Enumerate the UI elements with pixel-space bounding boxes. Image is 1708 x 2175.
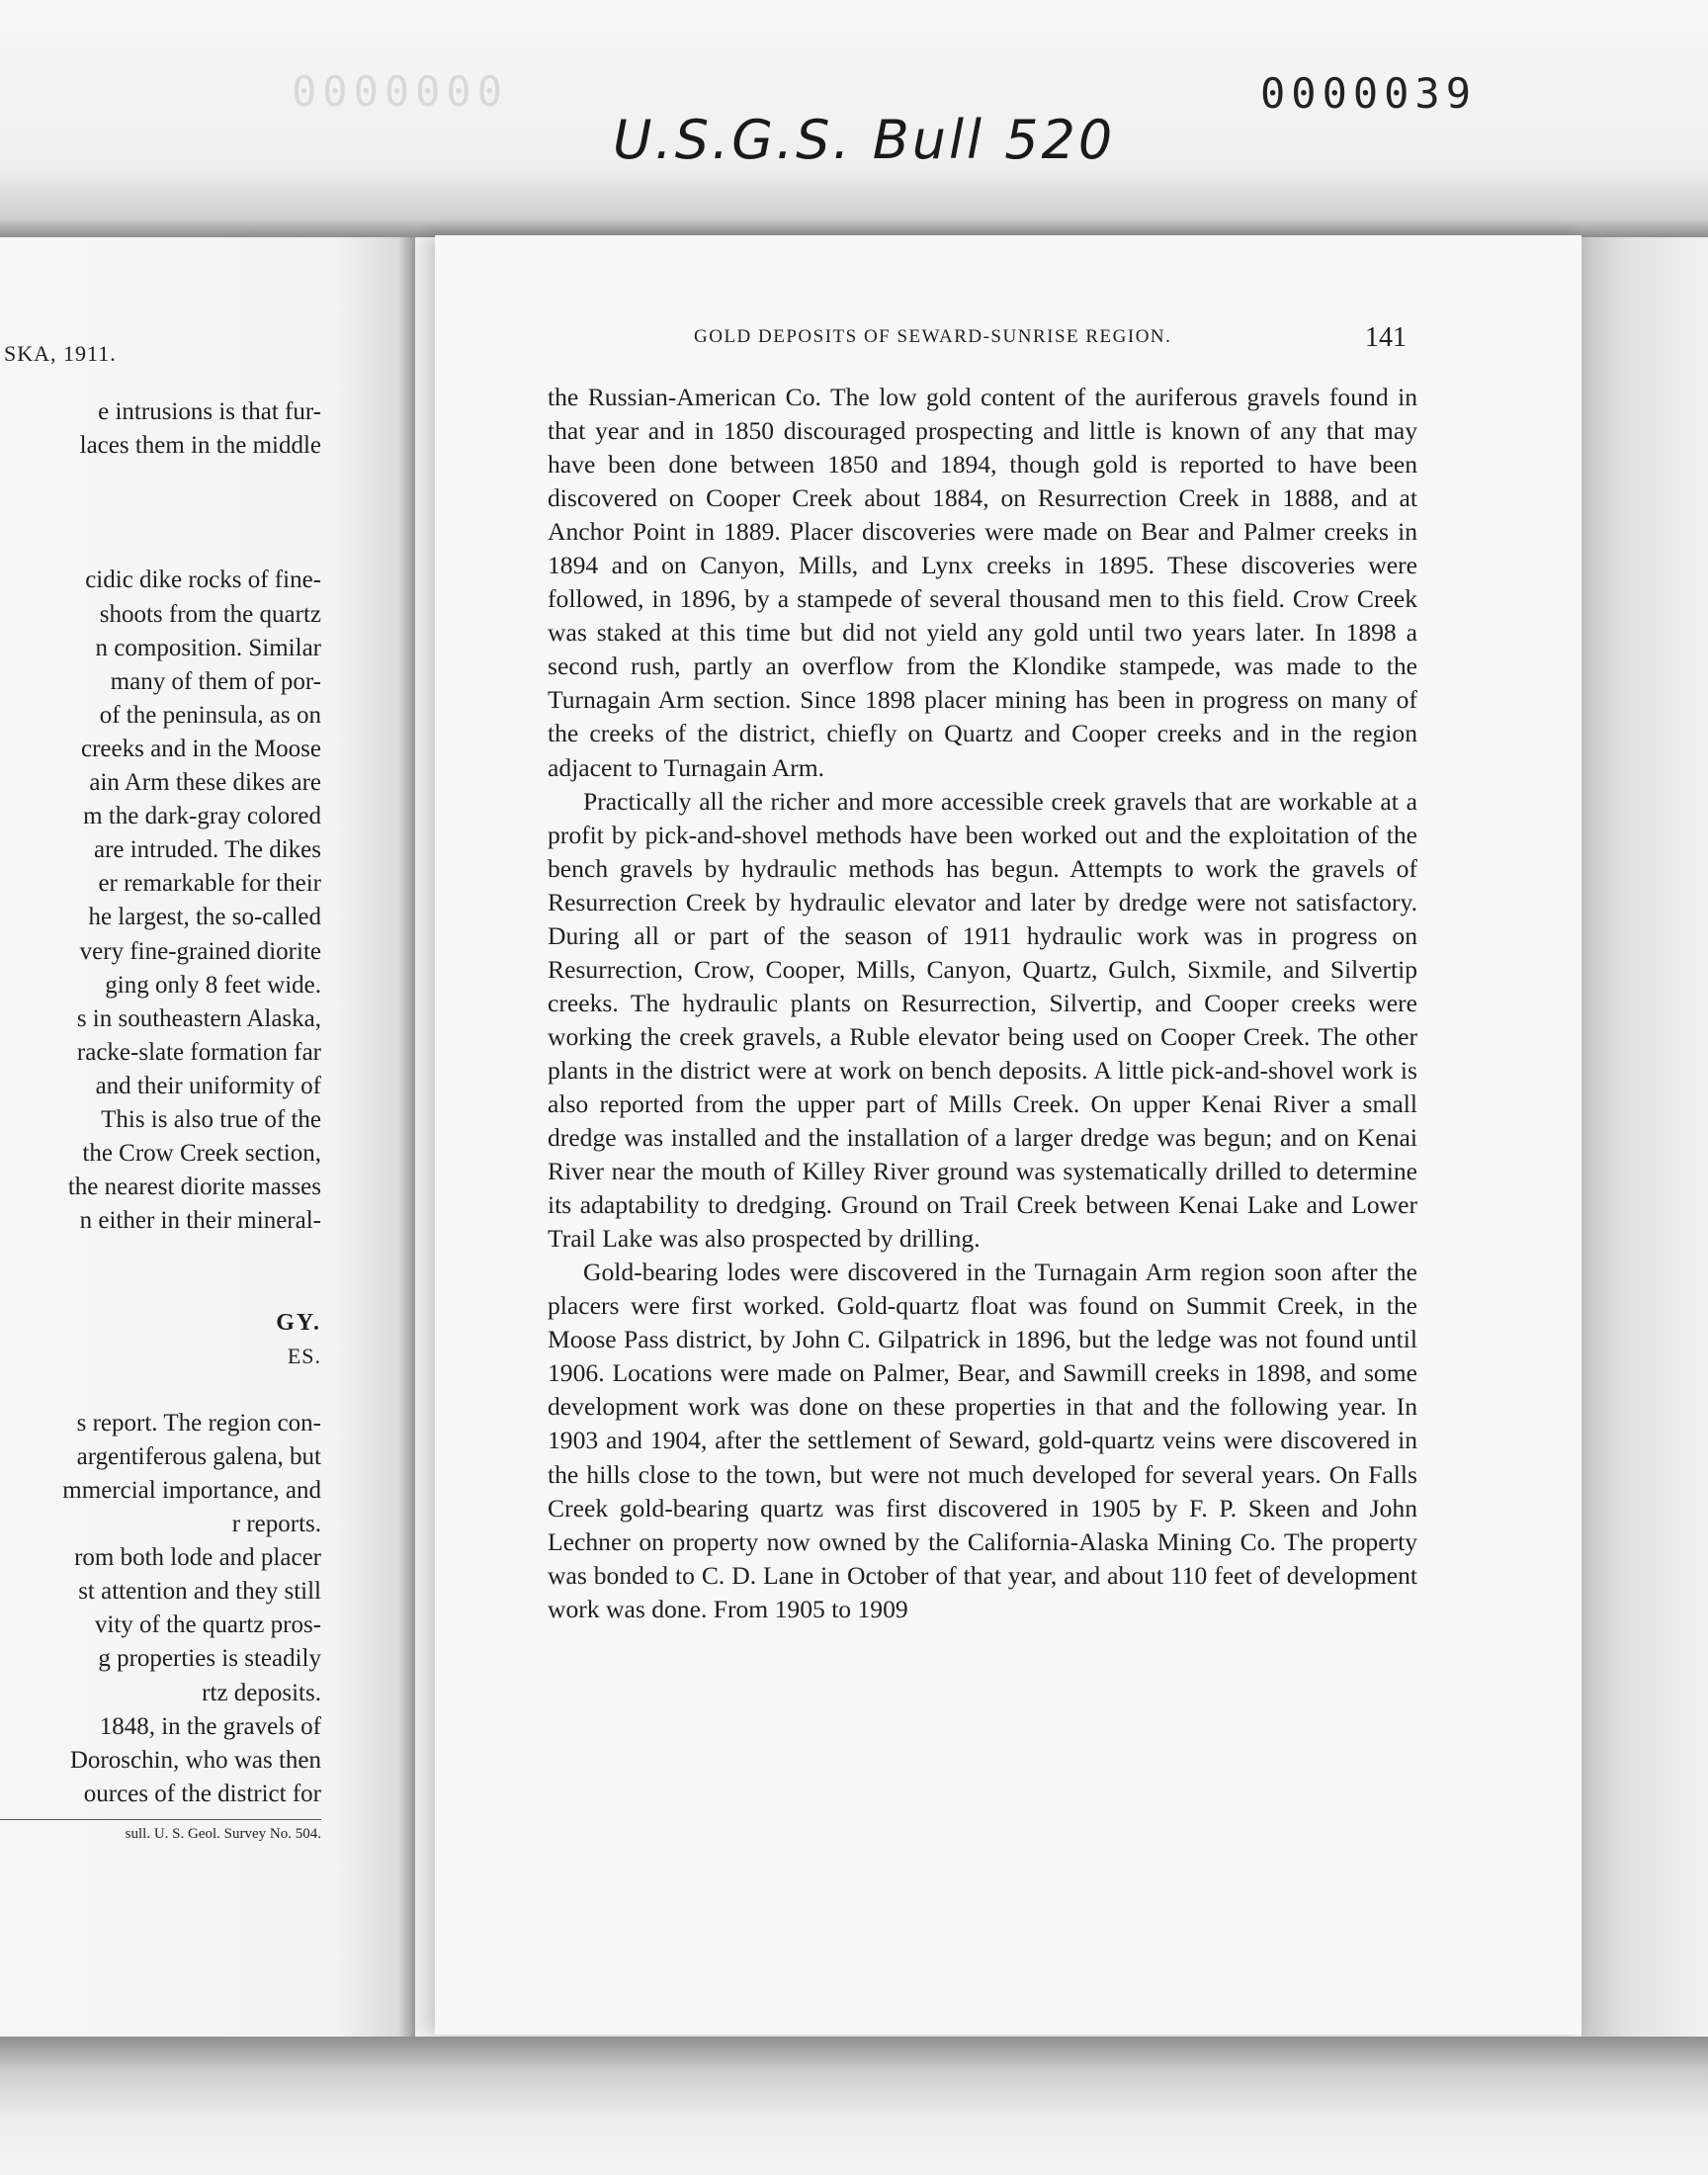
left-facing-page [0,237,415,2037]
left-page-line: shoots from the quartz [99,600,321,628]
left-page-line: e intrusions is that fur- [98,398,321,425]
running-head: GOLD DEPOSITS OF SEWARD-SUNRISE REGION. [694,326,1172,347]
left-page-line: 1848, in the gravels of [99,1712,321,1740]
left-page-line: Doroschin, who was then [69,1746,321,1774]
left-page-line: n either in their mineral- [79,1207,321,1235]
faint-stamp: 0000000 [292,67,509,116]
left-page-line: r reports. [231,1511,321,1538]
left-page-line [0,530,321,564]
left-page-line: This is also true of the [101,1105,321,1133]
left-page-line: laces them in the middle [79,432,321,460]
left-page-line: very fine-grained diorite [79,937,321,965]
left-page-line: ES. [287,1343,321,1368]
left-page-line [0,1238,321,1271]
left-page-line: ging only 8 feet wide. [105,971,321,999]
left-page-line [0,496,321,530]
left-page-line: many of them of por- [110,667,321,695]
left-page-line: s in southeastern Alaska, [76,1004,321,1032]
left-page-line: the nearest diorite masses [67,1174,321,1201]
left-page-line: n composition. Similar [95,634,321,661]
left-page-line: er remarkable for their [98,870,321,898]
left-page-line: ain Arm these dikes are [89,769,321,797]
left-page-line [0,1271,321,1305]
stamp-number: 0000039 [1260,69,1478,118]
left-page-line: GY. [276,1309,321,1336]
paragraph: the Russian-American Co. The low gold content of the auriferous gravels found in that year and in 1850 discouraged prospecting and little is known of any that may have been done between 1850 and 1894, though gold is reported to have been discovered on Cooper Creek about 1884, on Resurrection Creek in 1888, and at Anchor Point in 1889. Placer discoveries were made on Bear and Palmer creeks in 1894 and on Canyon, Mills, and Lynx creeks in 1895. These discoveries were followed, in 1896, by a stampede of several thousand men to this field. Crow Creek was staked at this time but did not yield any gold until two years later. In 1898 a second rush, partly an overflow from the Klondike stampede, was made to the Turnagain Arm section. Since 1898 placer mining has been in progress on many of the creeks of the district, chiefly on Quartz and Cooper creeks and in the region adjacent to Turnagain Arm. [548,383,1417,782]
left-page-line: are intruded. The dikes [93,836,321,864]
handwritten-note: U.S.G.S. Bull 520 [613,109,1116,171]
left-page-text [0,395,321,1811]
left-page-line: g properties is steadily [98,1645,321,1673]
left-page-line: racke-slate formation far [76,1038,321,1066]
body-text [548,381,1417,1626]
left-running-head: SKA, 1911. [4,341,117,366]
left-page-line [0,1373,321,1407]
scan-right-margin [1581,237,1708,2037]
page-number: 141 [1365,322,1407,353]
left-page-line: he largest, the so-called [88,904,321,931]
left-page-line: st attention and they still [78,1578,321,1606]
left-page-line: vity of the quartz pros- [94,1611,321,1639]
left-page-line: and their uniformity of [95,1072,321,1099]
left-page-line: argentiferous galena, but [76,1442,321,1470]
left-page-line: s report. The region con- [76,1409,321,1436]
paragraph: Gold-bearing lodes were discovered in the Turnagain Arm region soon after the placers were first worked. Gold-quartz float was found on Summit Creek, in the Moose Pass district, by John C. Gilpatrick in 1896, but the ledge was not found until 1906. Locations were made on Palmer, Bear, and Sawmill creeks in 1898, and some development work was done on these properties in that and the following year. In 1903 and 1904, after the settlement of Seward, gold-quartz veins were discovered in the hills close to the town, but were not much developed for several years. On Falls Creek gold-bearing quartz was first discovered in 1905 by F. P. Skeen and John Lechner on property now owned by the California-Alaska Mining Co. The property was bonded to C. D. Lane in October of that year, and about 110 feet of development work was done. From 1905 to 1909 [548,1258,1417,1623]
left-page-line: of the peninsula, as on [99,701,321,729]
left-footnote: sull. U. S. Geol. Survey No. 504. [0,1819,321,1843]
left-page-line: the Crow Creek section, [82,1140,321,1168]
left-page-line: mmercial importance, and [62,1477,321,1504]
left-page-line: cidic dike rocks of fine- [85,566,321,594]
main-page [435,235,1581,2035]
left-page-line: rom both lode and placer [74,1544,321,1572]
left-page-line: ources of the district for [83,1780,321,1807]
left-page-line: creeks and in the Moose [81,735,321,762]
left-page-line: rtz deposits. [202,1679,321,1706]
scan-bottom-margin [0,2037,1708,2175]
paragraph: Practically all the richer and more accessible creek gravels that are workable at a profit by pick-and-shovel methods have been worked out and the exploitation of the bench gravels by hydraulic methods has begun. Attempts to work the gravels of Resurrection Creek by hydraulic elevator and later by dredge were not satisfactory. During all or part of the season of 1911 hydraulic work was in progress on Resurrection, Crow, Cooper, Mills, Canyon, Quartz, Gulch, Sixmile, and Silvertip creeks. The hydraulic plants on Resurrection, Silvertip, and Cooper creeks were working the creek gravels, a Ruble elevator being used on Cooper Creek. The other plants in the district were at work on bench deposits. A little pick-and-shovel work is also reported from the upper part of Mills Creek. On upper Kenai River a small dredge was installed and the installation of a larger dredge was begun; and on Kenai River near the mouth of Killey River ground was systematically drilled to determine its adaptability to dredging. Ground on Trail Creek between Kenai Lake and Lower Trail Lake was also prospected by drilling. [548,786,1417,1254]
left-page-line: m the dark-gray colored [83,803,321,830]
left-page-line [0,463,321,496]
